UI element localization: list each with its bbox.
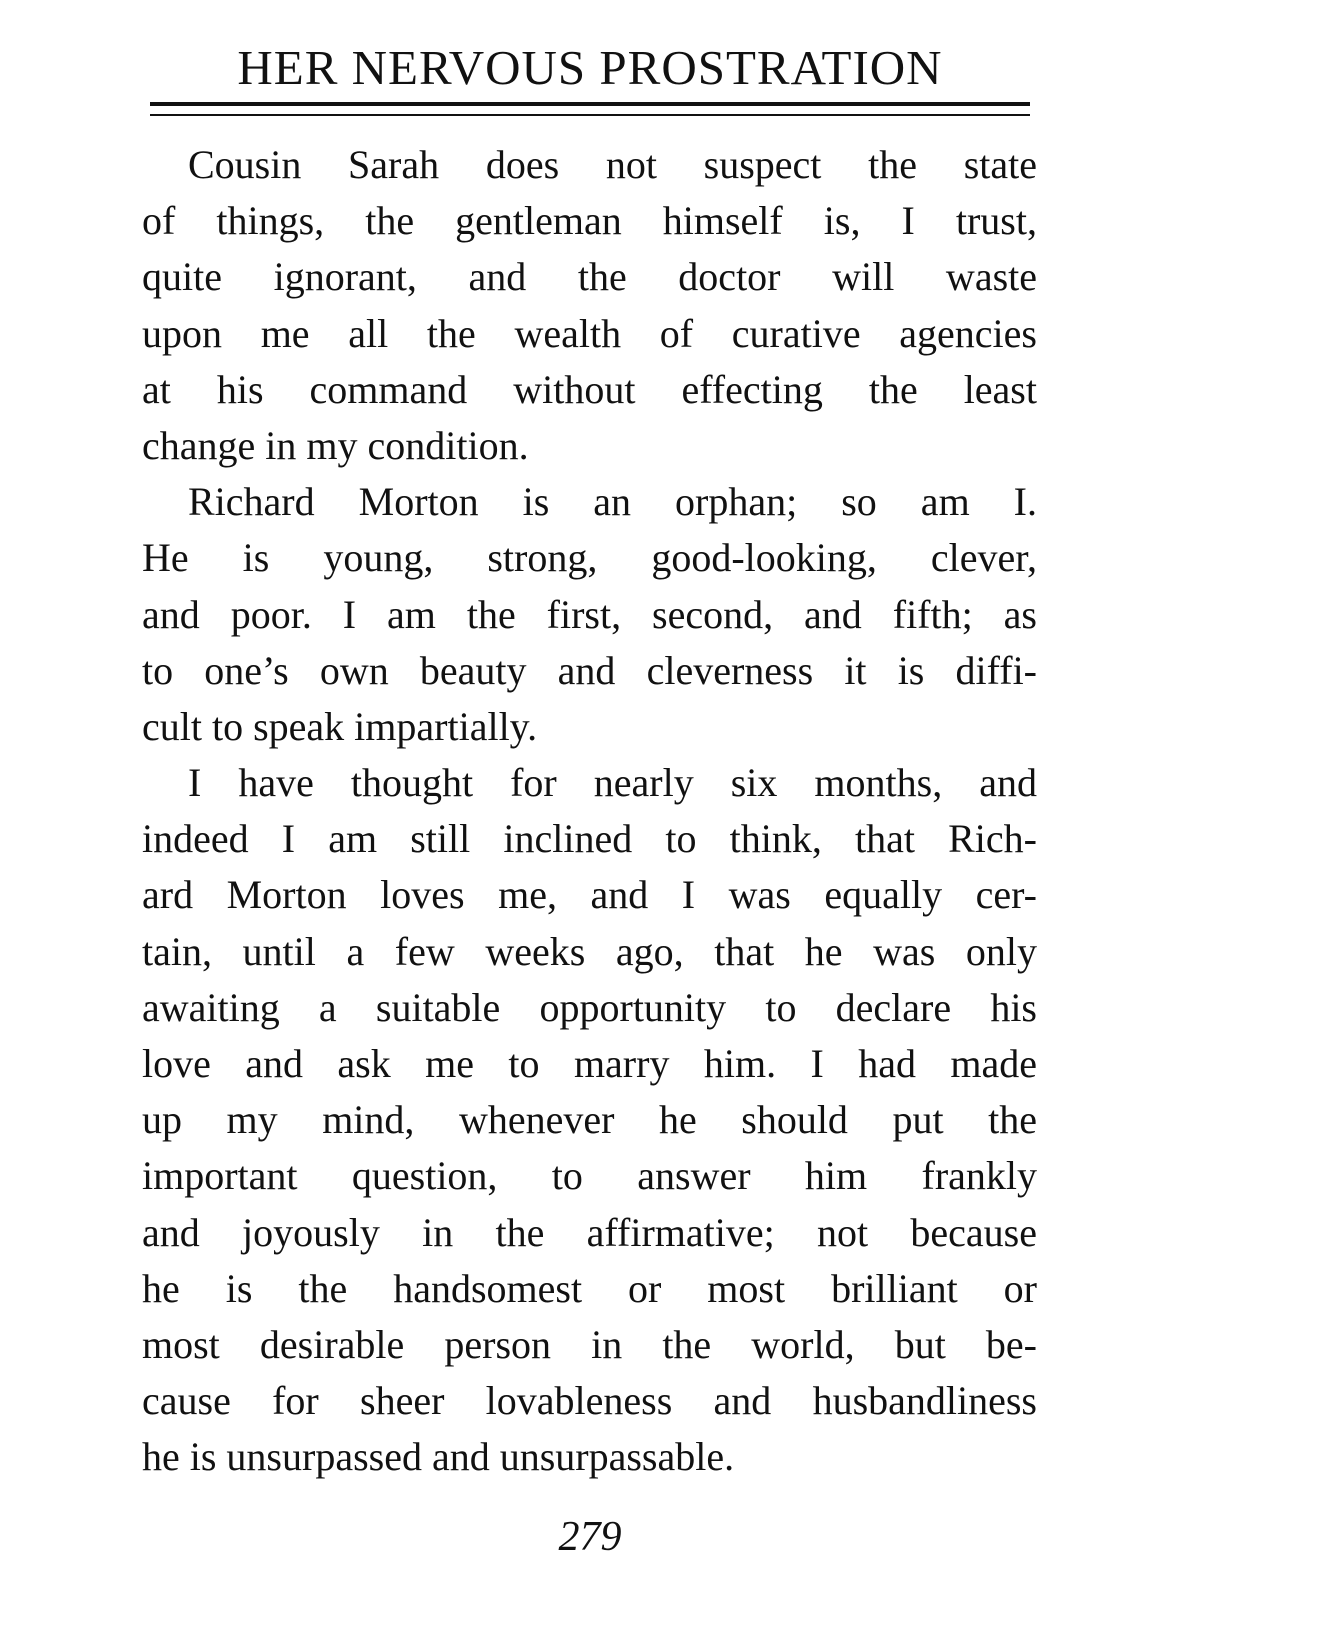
text-line: he is unsurpassed and unsurpassable. (142, 1434, 735, 1480)
text-line: cult to speak impartially. (142, 703, 538, 749)
text-line: Richard Morton is an orphan; so am I. (188, 479, 1037, 525)
text-line: ard Morton loves me, and I was equally cer- (142, 872, 1037, 918)
header-rule-thick (150, 102, 1030, 106)
text-line: and poor. I am the first, second, and fifth; as (142, 591, 1037, 637)
text-line: cause for sheer lovableness and husbandliness (142, 1378, 1037, 1424)
text-line: quite ignorant, and the doctor will waste (142, 254, 1037, 300)
paragraph-1 (142, 137, 1037, 474)
text-line: of things, the gentleman himself is, I trust, (142, 198, 1037, 244)
text-line: indeed I am still inclined to think, that Rich- (142, 816, 1037, 862)
text-line: tain, until a few weeks ago, that he was only (142, 928, 1037, 974)
text-line: change in my condition. (142, 422, 529, 468)
text-line: he is the handsomest or most brilliant or (142, 1265, 1037, 1311)
text-line: to one’s own beauty and cleverness it is diffi- (142, 647, 1037, 693)
text-line: at his command without effecting the least (142, 366, 1037, 412)
running-title: HER NERVOUS PROSTRATION (237, 40, 943, 95)
text-line: upon me all the wealth of curative agencies (142, 310, 1037, 356)
text-line: Cousin Sarah does not suspect the state (188, 142, 1037, 187)
text-line: most desirable person in the world, but be- (142, 1321, 1037, 1367)
text-line: He is young, strong, good-looking, clever, (142, 535, 1037, 581)
paragraph-2 (142, 474, 1037, 755)
text-line: awaiting a suitable opportunity to declare his (142, 984, 1037, 1030)
header-rule-thin (150, 114, 1030, 116)
text-line: love and ask me to marry him. I had made (142, 1041, 1037, 1086)
paragraph-3 (142, 755, 1037, 1485)
text-line: and joyously in the affirmative; not because (142, 1209, 1037, 1255)
text-line: up my mind, whenever he should put the (142, 1097, 1037, 1143)
text-line: I have thought for nearly six months, and (188, 760, 1037, 806)
text-line: important question, to answer him frankly (142, 1153, 1037, 1199)
page-number: 279 (558, 1514, 622, 1560)
body-text (142, 137, 1037, 1486)
